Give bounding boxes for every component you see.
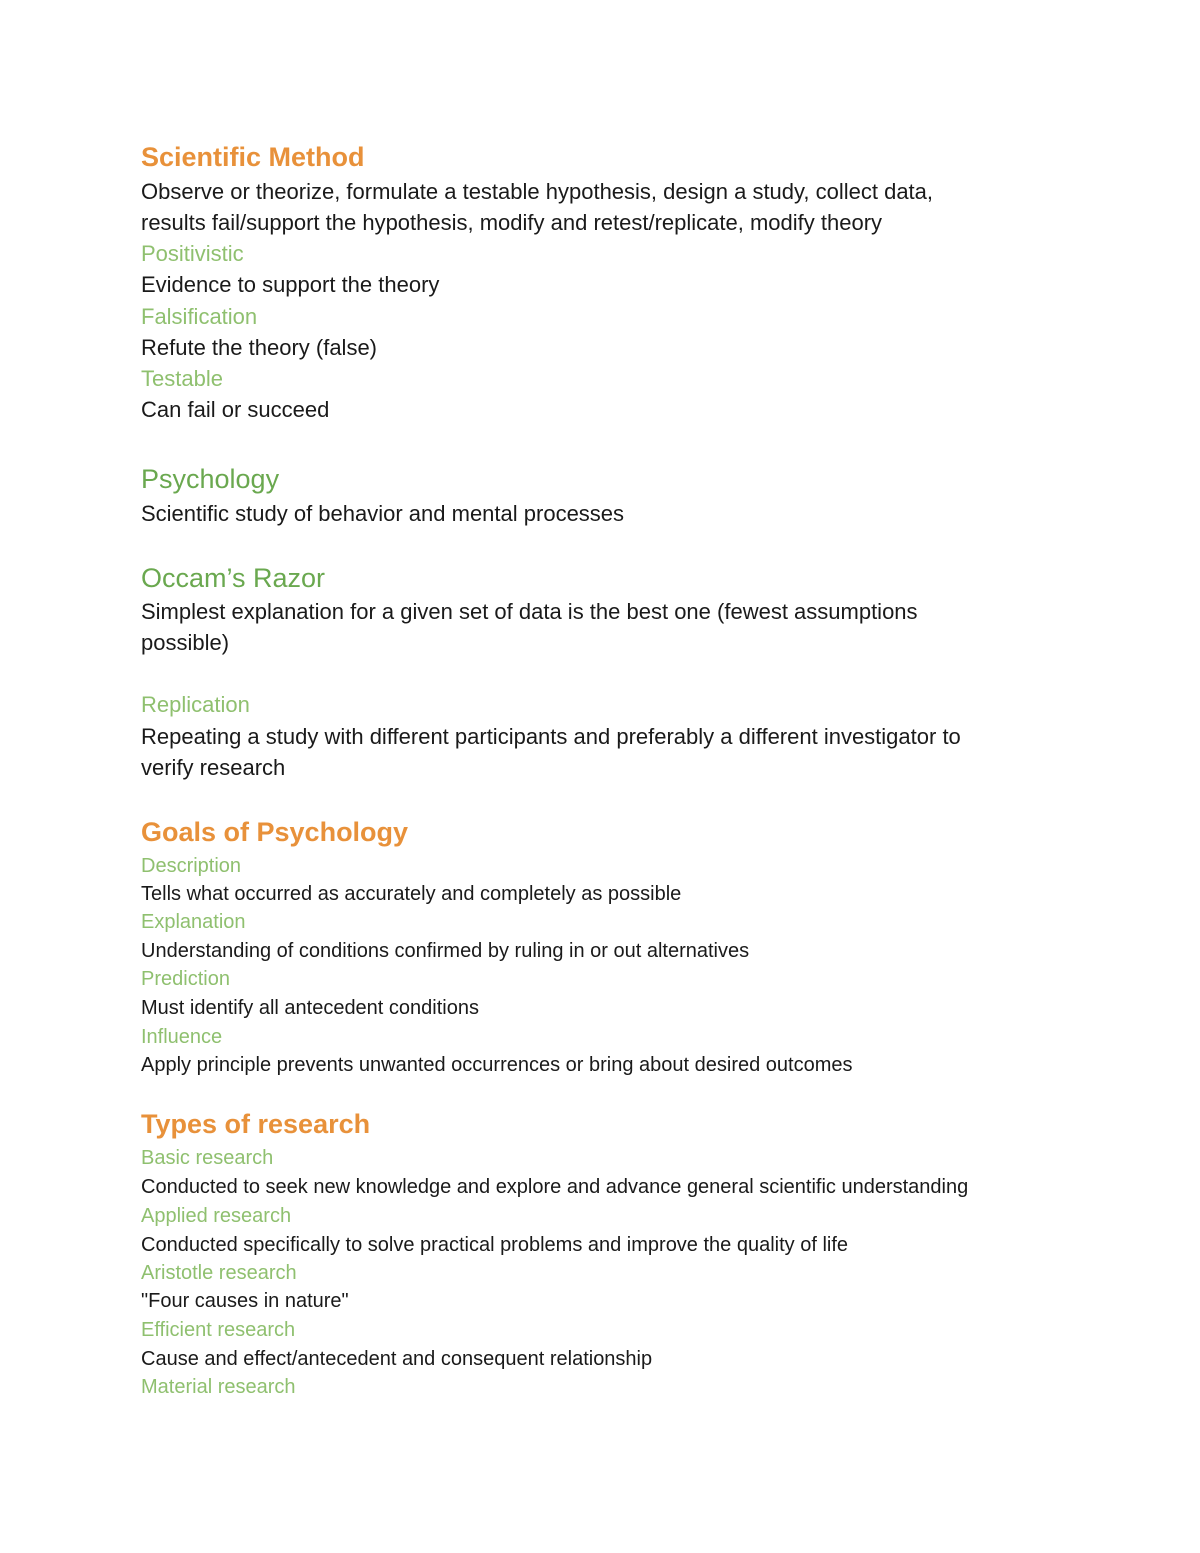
term-prediction: Prediction bbox=[141, 968, 230, 990]
occams-razor-body-line-2: possible) bbox=[141, 630, 230, 655]
definition-basic-research: Conducted to seek new knowledge and explore and advance general scientific understanding bbox=[141, 1176, 969, 1198]
term-falsification: Falsification bbox=[141, 304, 258, 329]
psychology-body: Scientific study of behavior and mental processes bbox=[141, 501, 625, 526]
term-explanation: Explanation bbox=[141, 911, 246, 933]
term-applied-research: Applied research bbox=[141, 1205, 292, 1227]
replication-body-line-2: verify research bbox=[141, 755, 286, 780]
definition-influence: Apply principle prevents unwanted occurrences or bring about desired outcomes bbox=[141, 1054, 853, 1076]
heading-scientific-method: Scientific Method bbox=[141, 142, 365, 172]
term-influence: Influence bbox=[141, 1026, 223, 1048]
replication-body-line-1: Repeating a study with different participants and preferably a different investigator to bbox=[141, 724, 961, 749]
definition-positivistic: Evidence to support the theory bbox=[141, 272, 440, 297]
definition-testable: Can fail or succeed bbox=[141, 397, 330, 422]
definition-aristotle-research: "Four causes in nature" bbox=[141, 1290, 349, 1312]
definition-prediction: Must identify all antecedent conditions bbox=[141, 997, 479, 1019]
definition-description: Tells what occurred as accurately and completely as possible bbox=[141, 883, 682, 905]
heading-occams-razor: Occam’s Razor bbox=[141, 563, 326, 593]
term-description: Description bbox=[141, 855, 242, 877]
term-aristotle-research: Aristotle research bbox=[141, 1262, 297, 1284]
heading-psychology: Psychology bbox=[141, 464, 280, 494]
definition-explanation: Understanding of conditions confirmed by ruling in or out alternatives bbox=[141, 940, 750, 962]
definition-falsification: Refute the theory (false) bbox=[141, 335, 378, 360]
heading-goals-of-psychology: Goals of Psychology bbox=[141, 817, 409, 847]
definition-applied-research: Conducted specifically to solve practical problems and improve the quality of life bbox=[141, 1234, 849, 1256]
definition-efficient-research: Cause and effect/antecedent and consequent relationship bbox=[141, 1348, 653, 1370]
term-material-research: Material research bbox=[141, 1376, 296, 1398]
heading-types-of-research: Types of research bbox=[141, 1109, 371, 1139]
term-testable: Testable bbox=[141, 366, 223, 391]
term-efficient-research: Efficient research bbox=[141, 1319, 296, 1341]
term-replication: Replication bbox=[141, 692, 250, 717]
term-basic-research: Basic research bbox=[141, 1147, 274, 1169]
scientific-method-body-line-2: results fail/support the hypothesis, modify and retest/replicate, modify theory bbox=[141, 210, 883, 235]
term-positivistic: Positivistic bbox=[141, 241, 244, 266]
occams-razor-body-line-1: Simplest explanation for a given set of data is the best one (fewest assumptions bbox=[141, 599, 918, 624]
scientific-method-body-line-1: Observe or theorize, formulate a testable hypothesis, design a study, collect data, bbox=[141, 179, 934, 204]
